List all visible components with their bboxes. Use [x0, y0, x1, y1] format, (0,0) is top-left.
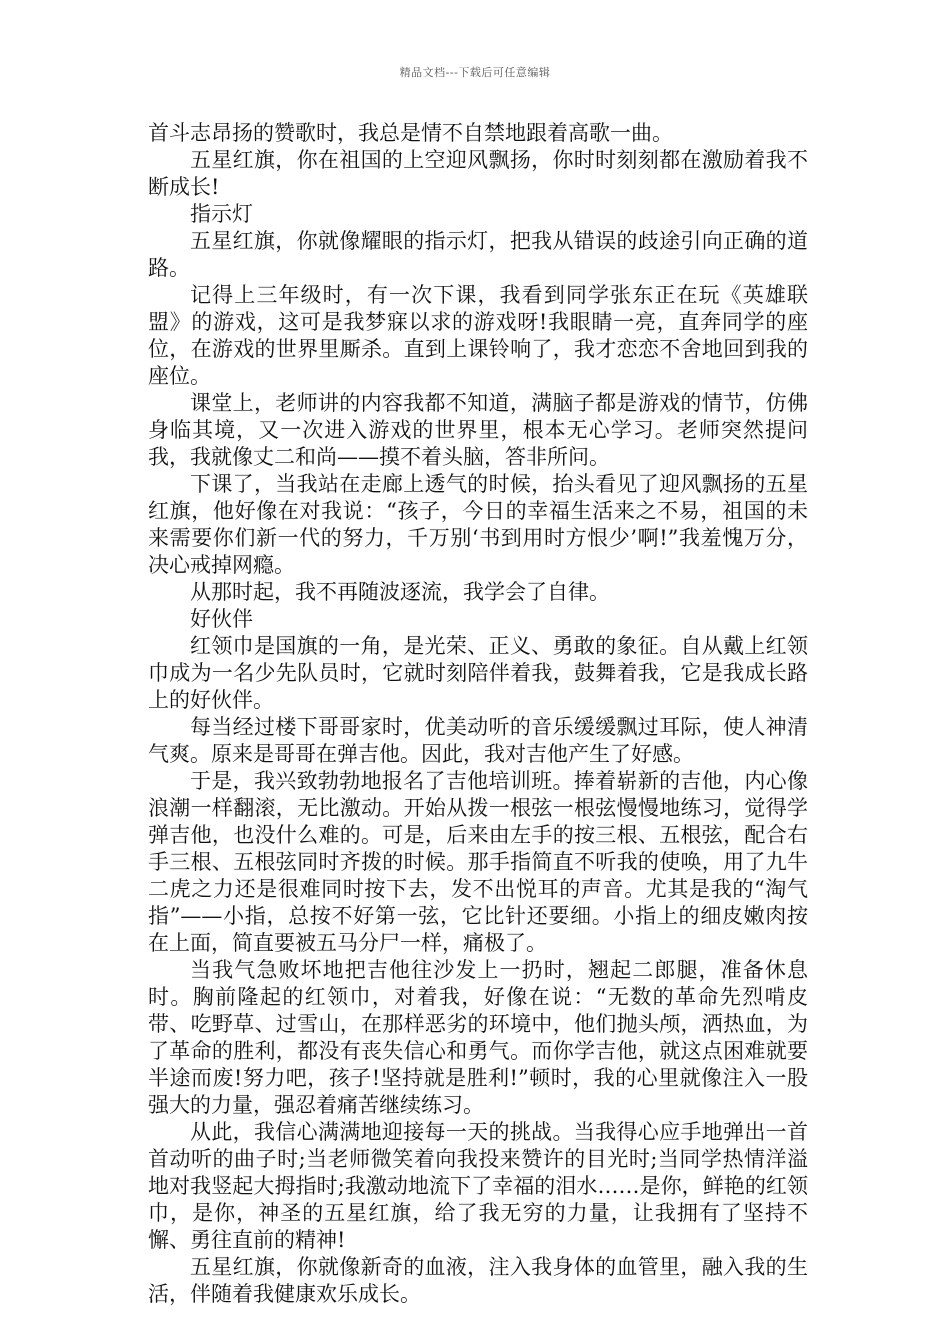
paragraph: 当我气急败坏地把吉他往沙发上一扔时，翘起二郎腿，准备休息时。胸前隆起的红领巾，对着我，好像在说：“无数的革命先烈啃皮带、吃野草、过雪山，在那样恶劣的环境中，他们抛头颅，洒热血，为了革命的胜利，都没有丧失信心和勇气。而你学吉他，就这点困难就要半途而废!努力吧，孩子!坚持就是胜利!”顿时，我的心里就像注入一股强大的力量，强忍着痛苦继续练习。	[148, 958, 808, 1117]
paragraph: 从那时起，我不再随波逐流，我学会了自律。	[190, 580, 610, 604]
paragraph: 红领巾是国旗的一角，是光荣、正义、勇敢的象征。自从戴上红领巾成为一名少先队员时，它就时刻陪伴着我，鼓舞着我，它是我成长路上的好伙伴。	[148, 634, 808, 712]
paragraph: 五星红旗，你在祖国的上空迎风飘扬，你时时刻刻都在激励着我不断成长!	[148, 148, 808, 199]
paragraph: 下课了，当我站在走廊上透气的时候，抬头看见了迎风飘扬的五星红旗，他好像在对我说：“孩子，今日的幸福生活来之不易，祖国的未来需要你们新一代的努力，千万别‘书到用时方恨少’啊!”我羞愧万分，决心戒掉网瘾。	[148, 472, 808, 577]
paragraph: 课堂上，老师讲的内容我都不知道，满脑子都是游戏的情节，仿佛身临其境，又一次进入游戏的世界里，根本无心学习。老师突然提问我，我就像丈二和尚——摸不着头脑，答非所问。	[148, 391, 808, 469]
page-header: 精品文档---下载后可任意编辑	[399, 66, 551, 79]
paragraph: 首斗志昂扬的赞歌时，我总是情不自禁地跟着高歌一曲。	[148, 121, 673, 145]
paragraph: 五星红旗，你就像耀眼的指示灯，把我从错误的歧途引向正确的道路。	[148, 229, 808, 280]
section-heading: 指示灯	[190, 202, 253, 226]
document-body	[148, 120, 808, 1308]
paragraph: 每当经过楼下哥哥家时，优美动听的音乐缓缓飘过耳际，使人神清气爽。原来是哥哥在弹吉他。因此，我对吉他产生了好感。	[148, 715, 808, 766]
paragraph: 从此，我信心满满地迎接每一天的挑战。当我得心应手地弹出一首首动听的曲子时;当老师微笑着向我投来赞许的目光时;当同学热情洋溢地对我竖起大拇指时;我激动地流下了幸福的泪水……是你，鲜艳的红领巾，是你，神圣的五星红旗，给了我无穷的力量，让我拥有了坚持不懈、勇往直前的精神!	[148, 1120, 808, 1252]
paragraph: 五星红旗，你就像新奇的血液，注入我身体的血管里，融入我的生活，伴随着我健康欢乐成长。	[148, 1255, 808, 1306]
paragraph: 于是，我兴致勃勃地报名了吉他培训班。捧着崭新的吉他，内心像浪潮一样翻滚，无比激动。开始从拨一根弦一根弦慢慢地练习，觉得学弹吉他，也没什么难的。可是，后来由左手的按三根、五根弦，配合右手三根、五根弦同时齐拨的时候。那手指简直不听我的使唤，用了九牛二虎之力还是很难同时按下去，发不出悦耳的声音。尤其是我的“淘气指”——小指，总按不好第一弦，它比针还要细。小指上的细皮嫩肉按在上面，简直要被五马分尸一样，痛极了。	[148, 769, 808, 955]
paragraph: 记得上三年级时，有一次下课，我看到同学张东正在玩《英雄联盟》的游戏，这可是我梦寐以求的游戏呀!我眼睛一亮，直奔同学的座位，在游戏的世界里厮杀。直到上课铃响了，我才恋恋不舍地回到我的座位。	[148, 283, 808, 388]
section-heading: 好伙伴	[190, 607, 253, 631]
